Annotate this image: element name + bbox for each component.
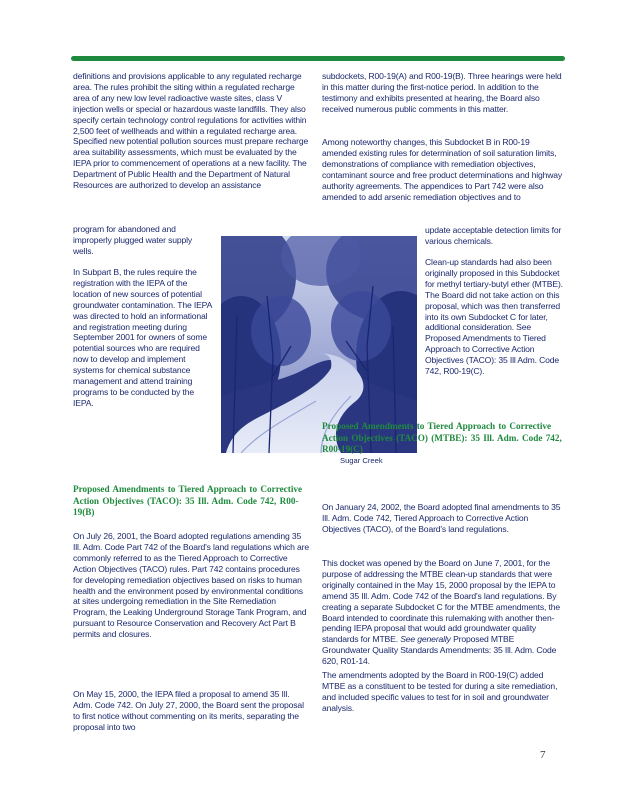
left-paragraph-1: definitions and provisions applicable to any regulated recharge area. The rules prohibit the siting within a regulated recharge area of any new low level radioactive waste sites, class V injection wells or special or hazardous waste landfills. They also specify certain technology control regulations for activities within 2,500 feet of wellheads and within a regulated recharge area. Specified new potential pollution sources must prepare recharge area suitability assessments, which must be evaluated by the IEPA prior to commencement of operations at a new facility. The Department of Public Health and the Department of Natural Resources are authorized to develop an assistance [73, 71, 309, 191]
right-paragraph-5-tail: Proposed MTBE Groundwater Quality Standards Amendments: 35 Ill. Adm. Code 620, R01-14. [322, 634, 557, 667]
right-paragraph-6: The amendments adopted by the Board in R00-19(C) added MTBE as a constituent to be tested for during a site remediation, and included specific values to test for in soil and groundwater analysis. [322, 670, 558, 713]
left-paragraph-2: In Subpart B, the rules require the registration with the IEPA of the location of new sources of potential groundwater contamination. The IEPA was directed to hold an informational and registration meeting during September 2001 for owners of some potential sources who are required now to develop and implement systems for chemical substance management and attend training programs to be conducted by the IEPA. [73, 267, 212, 408]
right-paragraph-5-italic: See generally [400, 634, 451, 645]
right-paragraph-2-continued: update acceptable detection limits for various chemicals. [425, 225, 562, 246]
right-paragraph-2: Among noteworthy changes, this Subdocket B in R00-19 amended existing rules for determination of soil saturation limits, demonstrations of compliance with remediation objectives, contaminant source and free product determinations and highway authority agreements. The appendices to Part 742 were also amended to add arsenic remediation objectives and to [322, 137, 563, 202]
right-paragraph-5-text: This docket was opened by the Board on June 7, 2001, for the purpose of addressing the MTBE clean-up standards that were originally contained in the May 15, 2000 proposal by the IEPA to amend 35 Ill. Adm. Code 742 of the Board's land regulations. By creating a separate Subdocket C for the MTBE amendments, the Board intended to coordinate this rulemaking with another then-pending IEPA proposal that would add groundwater quality standards for MTBE. [322, 558, 560, 645]
top-divider [71, 56, 565, 61]
left-section-heading: Proposed Amendments to Tiered Approach to Corrective Action Objectives (TACO): 35 Ill. Adm. Code 742, R00-19(B) [73, 484, 303, 518]
right-section-heading: Proposed Amendments to Tiered Approach to Corrective Action Objectives (TACO) (MTBE): 35 Ill. Adm. Code 742, R00-19(C) [322, 421, 562, 455]
left-paragraph-1-continued: program for abandoned and improperly plugged water supply wells. [73, 224, 193, 256]
left-paragraph-3: On July 26, 2001, the Board adopted regulations amending 35 Ill. Adm. Code Part 742 of the Board's land regulations which are commonly referred to as the Tiered Approach to Corrective Action Objectives (TACO) rules. Part 742 contains procedures for developing remediation objectives based on risks to human health and the environment posed by environmental conditions at sites undergoing remediation in the Site Remediation Program, the Leaking Underground Storage Tank Program, and pursuant to Resource Conservation and Recovery Act Part B permits and closures. [73, 531, 309, 640]
page-number: 7 [540, 749, 546, 761]
right-paragraph-4: On January 24, 2002, the Board adopted final amendments to 35 Ill. Adm. Code 742, Tiered Approach to Corrective Action Objectives (TACO), of the Board's land regulations. [322, 502, 561, 534]
right-paragraph-5 [322, 558, 564, 667]
right-paragraph-1: subdockets, R00-19(A) and R00-19(B). Three hearings were held in this matter during the first-notice period. In addition to the testimony and exhibits presented at hearing, the Board also received numerous public comments in this matter. [322, 71, 562, 114]
photo-caption: Sugar Creek [340, 456, 383, 465]
left-paragraph-4: On May 15, 2000, the IEPA filed a proposal to amend 35 Ill. Adm. Code 742. On July 27, 2000, the Board sent the proposal to first notice without commenting on its merits, separating the proposal into two [73, 689, 304, 732]
right-paragraph-3: Clean-up standards had also been originally proposed in this Subdocket for methyl tertiary-butyl ether (MTBE). The Board did not take action on this proposal, which was then transferred into its own Subdocket C for later, additional consideration. See Proposed Amendments to Tiered Approach to Corrective Action Objectives (TACO): 35 Ill Adm. Code 742, R00-19(C). [425, 257, 563, 377]
